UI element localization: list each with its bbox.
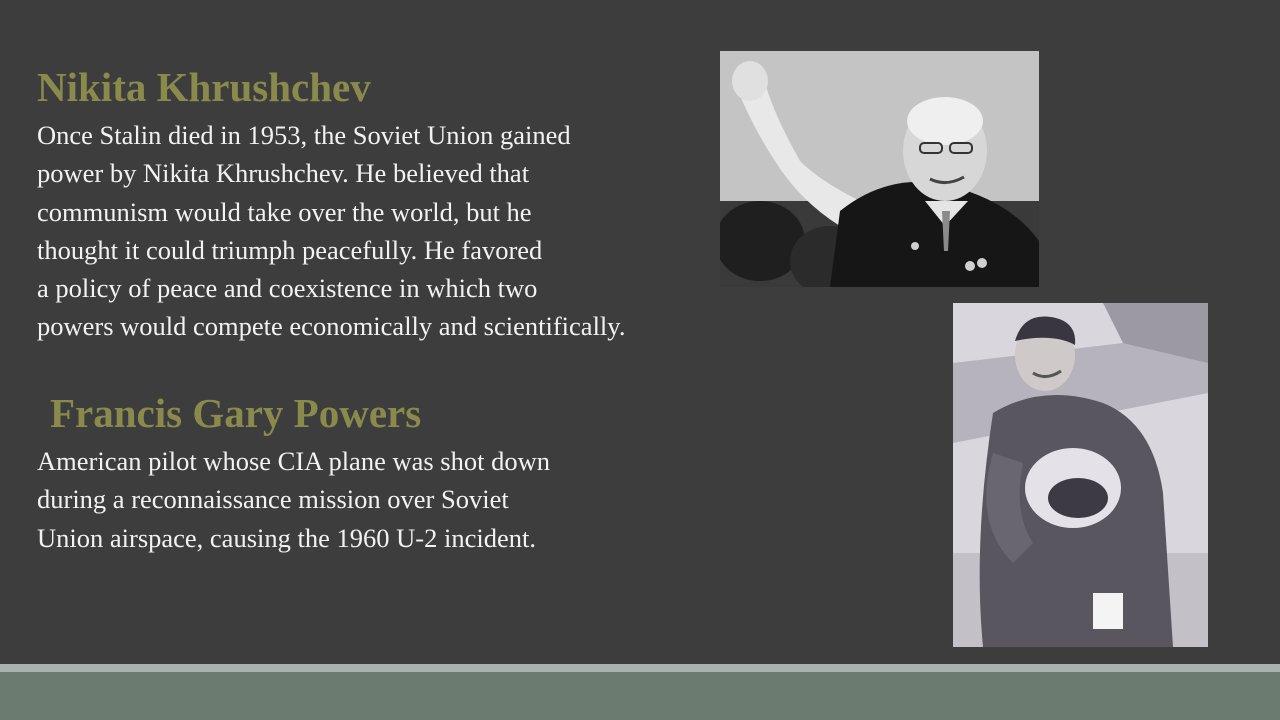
paragraph-line: American pilot whose CIA plane was shot down [37, 446, 550, 476]
paragraph-powers [37, 442, 550, 557]
footer-bar [0, 672, 1280, 720]
paragraph-line: a policy of peace and coexistence in which two [37, 273, 538, 304]
powers-photo [953, 303, 1208, 647]
khrushchev-photo [720, 51, 1039, 287]
paragraph-line: Once Stalin died in 1953, the Soviet Union gained [37, 120, 571, 150]
heading-khrushchev: Nikita Khrushchev [37, 64, 371, 110]
powers-photo-art [953, 303, 1208, 647]
paragraph-line: communism would take over the world, but he [37, 196, 532, 227]
heading-powers: Francis Gary Powers [50, 390, 422, 436]
paragraph-khrushchev [37, 116, 625, 346]
paragraph-line: power by Nikita Khrushchev. He believed that [37, 158, 530, 189]
paragraph-line: Union airspace, causing the 1960 U-2 incident. [37, 522, 536, 553]
paragraph-line: powers would compete economically and scientifically. [37, 311, 626, 342]
khrushchev-photo-art [720, 51, 1039, 287]
paragraph-line: during a reconnaissance mission over Soviet [37, 484, 509, 515]
footer-stripe [0, 664, 1280, 672]
paragraph-line: thought it could triumph peacefully. He favored [37, 234, 543, 265]
